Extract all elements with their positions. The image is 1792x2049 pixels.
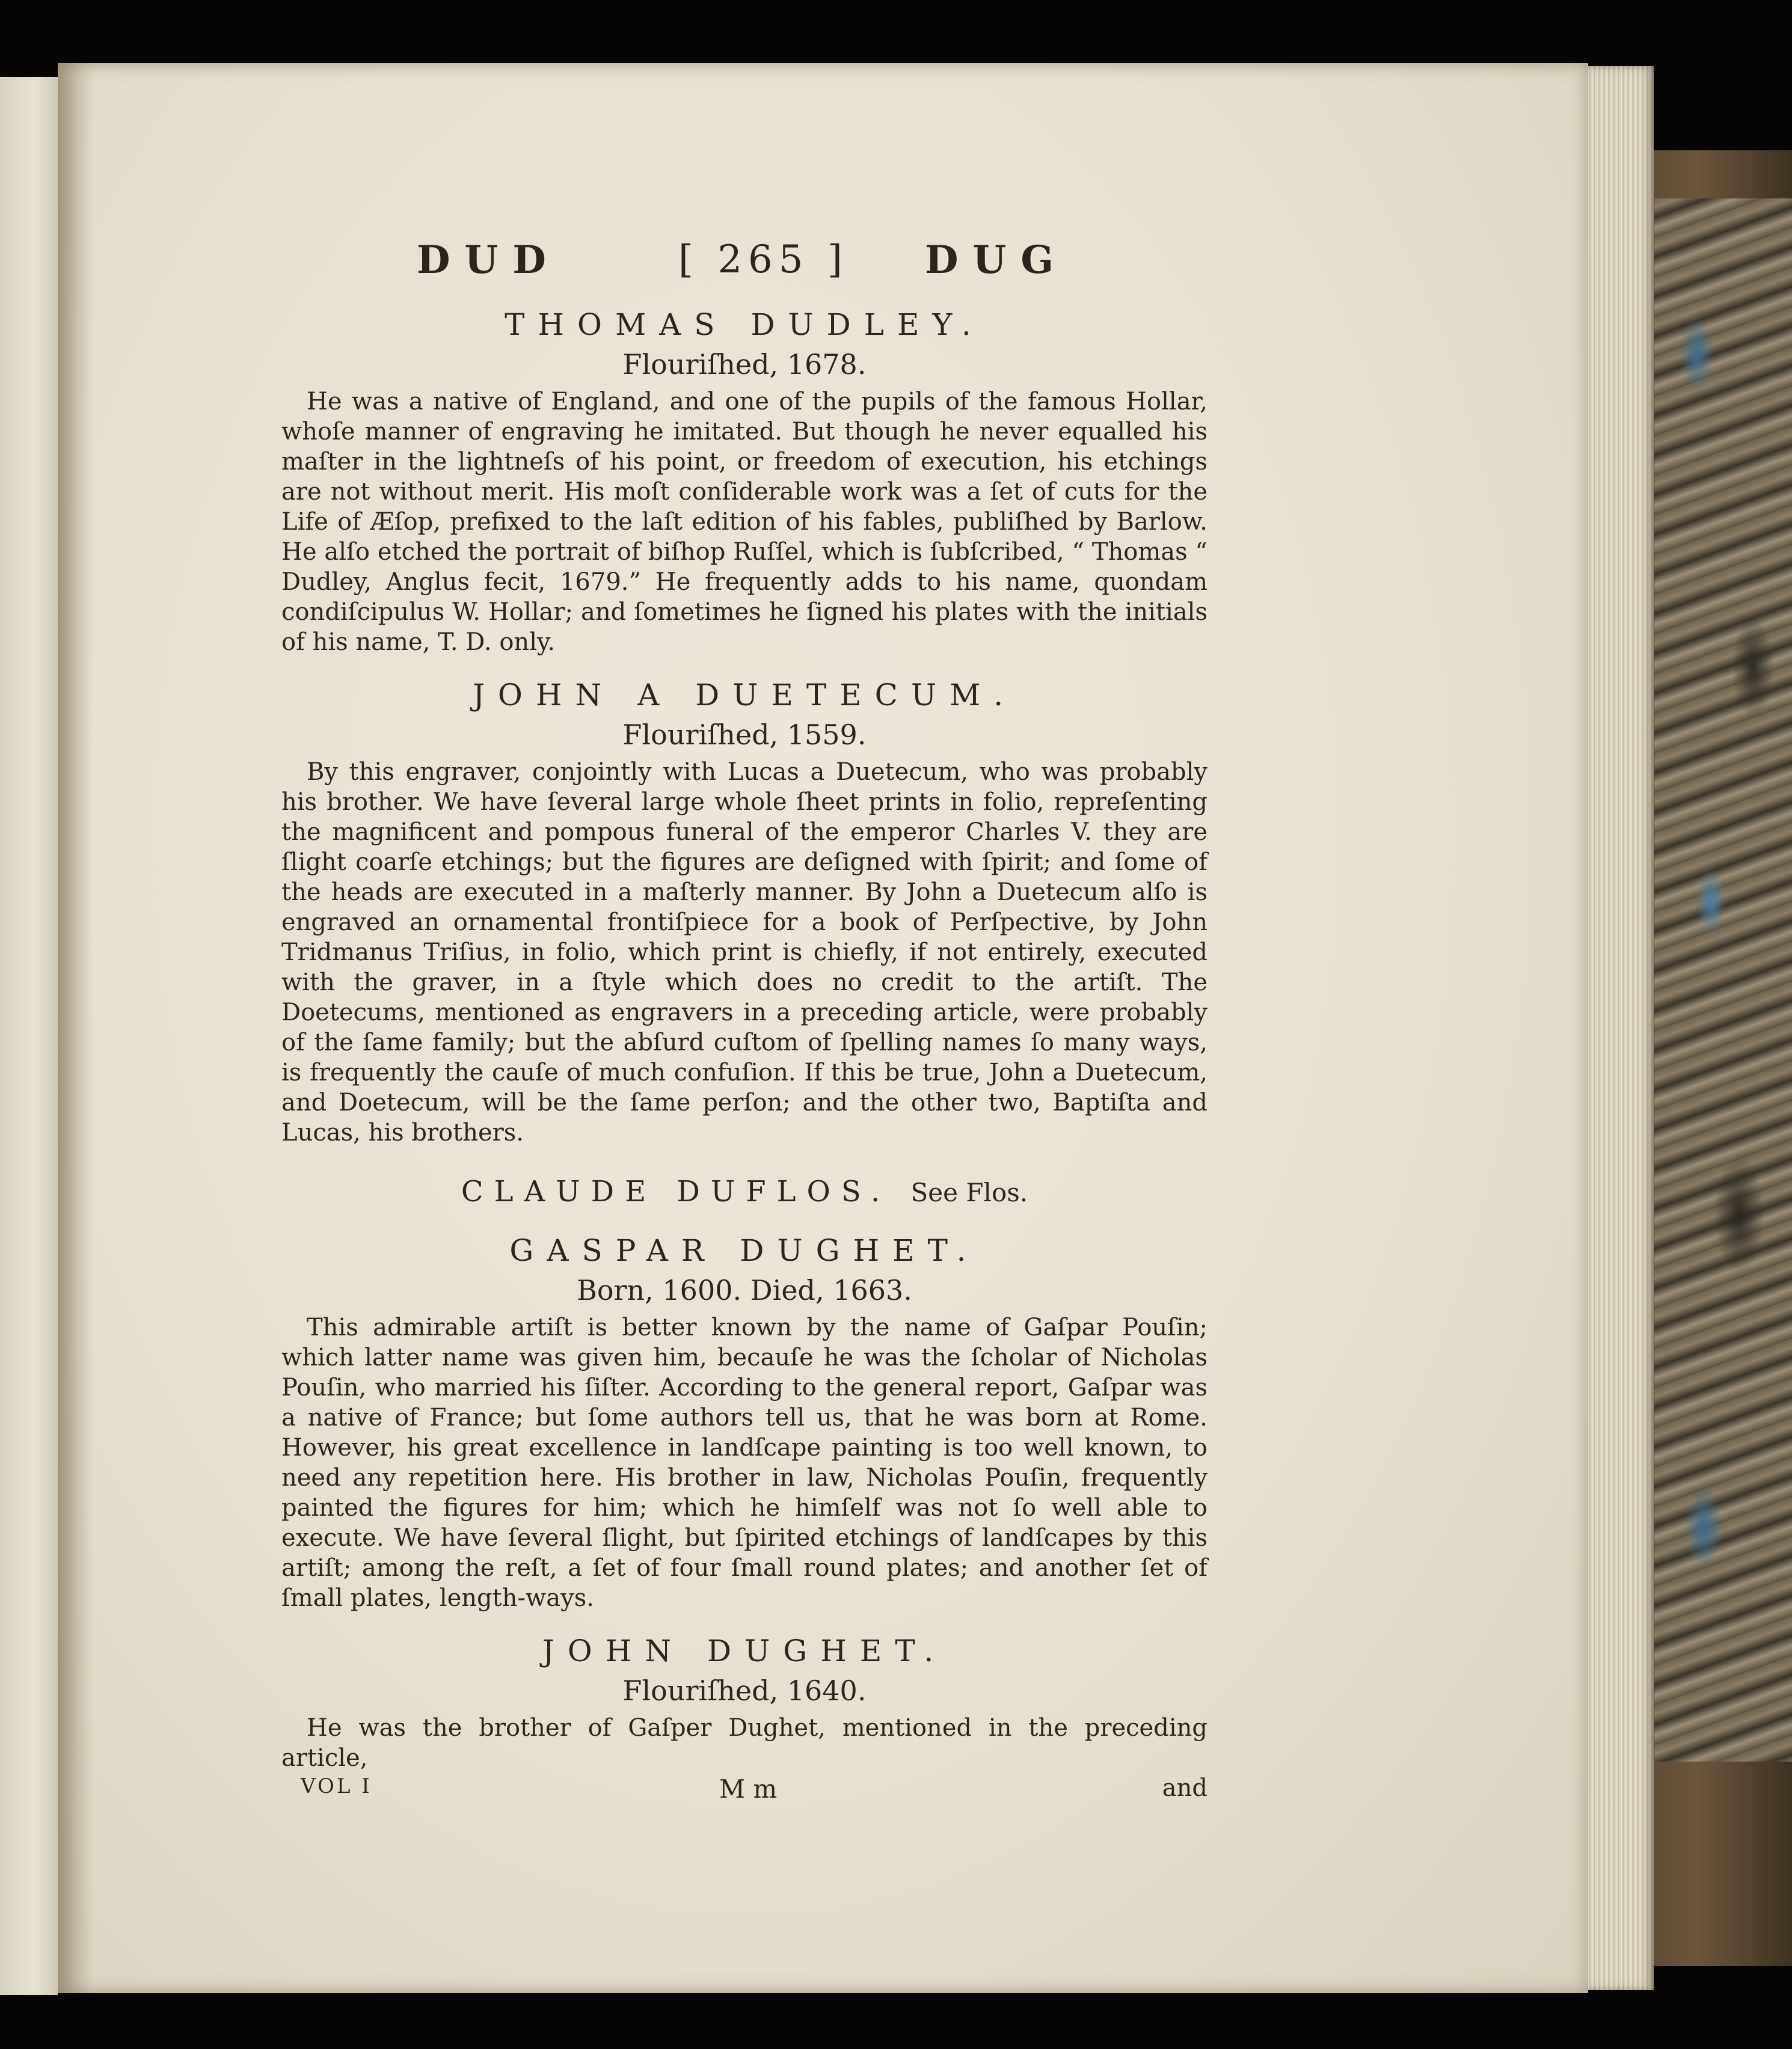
running-head <box>281 237 1207 304</box>
volume-signature: VOL I <box>301 1774 372 1798</box>
entry-text: He was the brother of Gaſper Dughet, mentioned in the preceding article, <box>281 1714 1207 1772</box>
entry-heading: JOHN DUGHET. <box>542 1634 947 1668</box>
entry-text: This admirable artiſt is better known by the name of Gaſpar Pouſin; which latter name was given him, becauſe he was the ſcholar of Nicholas Pouſin, who married his ſiſter. According to the general report, Gaſpar was a native of France; but ſome authors tell us, that he was born at Rome. However, his great excellence in landſcape painting is too well known, to need any repetition here. His brother in law, Nicholas Pouſin, frequently painted the figures for him; which he himſelf was not ſo well able to execute. We have ſeveral ſlight, but ſpirited etchings of landſcapes by this artiſt; among the reſt, a ſet of four ſmall round plates; and another ſet of ſmall plates, length-ways. <box>281 1314 1207 1612</box>
cross-reference <box>281 1172 1207 1213</box>
entry-date: Born, 1600. Died, 1663. <box>577 1274 912 1306</box>
facing-page-edge <box>0 77 58 1995</box>
running-head-left: DUD <box>417 237 560 283</box>
cross-reference-name: CLAUDE DUFLOS. <box>461 1175 891 1208</box>
entry-heading: GASPAR DUGHET. <box>509 1233 980 1268</box>
entry-date: Flouriſhed, 1678. <box>622 348 867 381</box>
entry-date: Flouriſhed, 1640. <box>622 1674 867 1707</box>
entry-thomas-dudley <box>281 304 1207 657</box>
entry-date: Flouriſhed, 1559. <box>622 718 867 751</box>
catchword: and <box>1162 1774 1207 1802</box>
entry-heading: JOHN A DUETECUM. <box>472 678 1017 712</box>
page-content <box>281 237 1207 1807</box>
page-footer <box>281 1774 1207 1807</box>
entry-gaspar-dughet <box>281 1230 1207 1613</box>
page-number: [ 265 ] <box>678 237 848 282</box>
gathering-signature: M m <box>719 1774 778 1804</box>
entry-john-dughet <box>281 1630 1207 1773</box>
page-gutter-shadow <box>58 63 94 1993</box>
page-block-edges <box>1582 66 1654 1990</box>
entry-text: He was a native of England, and one of the pupils of the famous Hollar, whoſe manner of engraving he imitated. But though he never equalled his maſter in the lightneſs of his point, or freedom of execution, his etchings are not without merit. His moſt conſiderable work was a ſet of cuts for the Life of Æſop, prefixed to the laſt edition of his fables, publiſhed by Barlow. He alſo etched the portrait of biſhop Ruſſel, which is ſubſcribed, “ Thomas “ Dudley, Anglus fecit, 1679.” He frequently adds to his name, quondam condiſcipulus W. Hollar; and ſometimes he ſigned his plates with the initials of his name, T. D. only. <box>281 388 1207 656</box>
entry-john-a-duetecum <box>281 674 1207 1148</box>
running-head-right: DUG <box>925 237 1068 283</box>
cross-reference-target: See Flos. <box>910 1178 1028 1207</box>
marbled-endpaper <box>1651 198 1792 1762</box>
entry-heading: THOMAS DUDLEY. <box>505 307 984 342</box>
entry-text: By this engraver, conjointly with Lucas a Duetecum, who was probably his brother. We have ſeveral large whole ſheet prints in folio, repreſenting the magnificent and pompous funeral of the emperor Charles V. they are ſlight coarſe etchings; but the figures are deſigned with ſpirit; and ſome of the heads are executed in a maſterly manner. By John a Duetecum alſo is engraved an ornamental frontiſpiece for a book of Perſpective, by John Tridmanus Triſius, in folio, which print is chiefly, if not entirely, executed with the graver, in a ſtyle which does no credit to the artiſt. The Doetecums, mentioned as engravers in a preceding article, were probably of the ſame family; but the abſurd cuſtom of ſpelling names ſo many ways, is frequently the cauſe of much confuſion. If this be true, John a Duetecum, and Doetecum, will be the ſame perſon; and the other two, Baptiſta and Lucas, his brothers. <box>281 758 1207 1147</box>
